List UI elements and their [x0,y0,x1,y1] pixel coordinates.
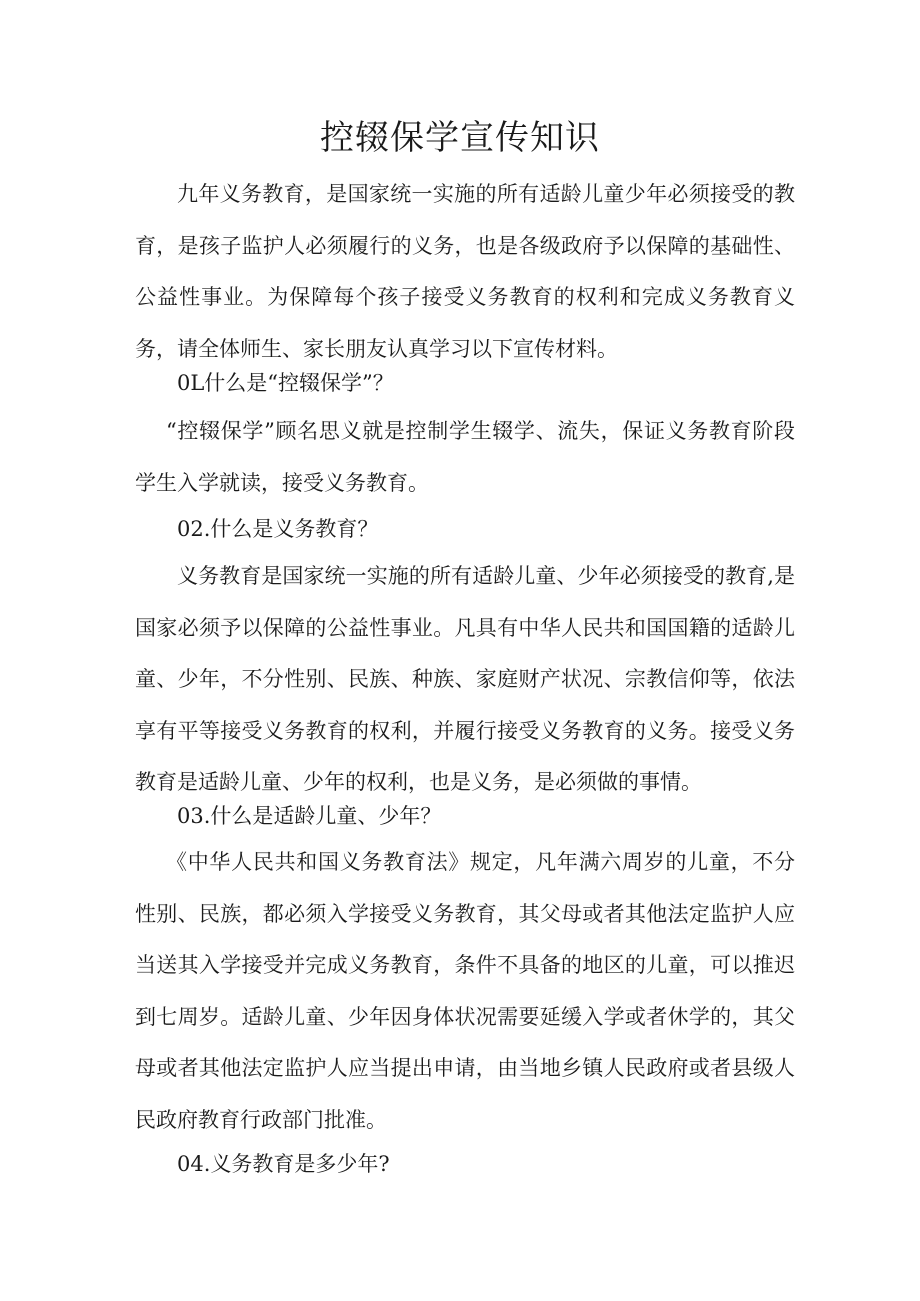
document-title: 控辍保学宣传知识 [320,118,600,158]
section-2-body: 义务教育是国家统一实施的所有适龄儿童、少年必须接受的教育,是国家必须予以保障的公益性事业。凡具有中华人民共和国国籍的适龄儿童、少年，不分性别、民族、种族、家庭财产状况、宗教信仰等，依法享有平等接受义务教育的权利，并履行接受义务教育的义务。接受义务教育是适龄儿童、少年的权利，也是义务，是必须做的事情。 [135,564,795,794]
intro-paragraph: 九年义务教育，是国家统一实施的所有适龄儿童少年必须接受的教育，是孩子监护人必须履行的义务，也是各级政府予以保障的基础性、公益性事业。为保障每个孩子接受义务教育的权利和完成义务教育义务，请全体师生、家长朋友认真学习以下宣传材料。 [135,182,795,361]
section-1-body: “控辍保学”顾名思义就是控制学生辍学、流失，保证义务教育阶段学生入学就读，接受义务教育。 [135,419,795,495]
section-1-heading: 0L什么是“控辍保学”？ [177,371,394,395]
section-3-body: 《中华人民共和国义务教育法》规定，凡年满六周岁的儿童，不分性别、民族，都必须入学接受义务教育，其父母或者其他法定监护人应当送其入学接受并完成义务教育，条件不具备的地区的儿童，可以推迟到七周岁。适龄儿童、少年因身体状况需要延缓入学或者休学的，其父母或者其他法定监护人应当提出申请，由当地乡镇人民政府或者县级人民政府教育行政部门批准。 [135,850,795,1132]
section-2-heading: 02.什么是义务教育？ [177,517,379,541]
section-3-heading: 03.什么是适龄儿童、少年？ [177,804,442,828]
section-4-heading: 04.义务教育是多少年? [177,1152,390,1176]
